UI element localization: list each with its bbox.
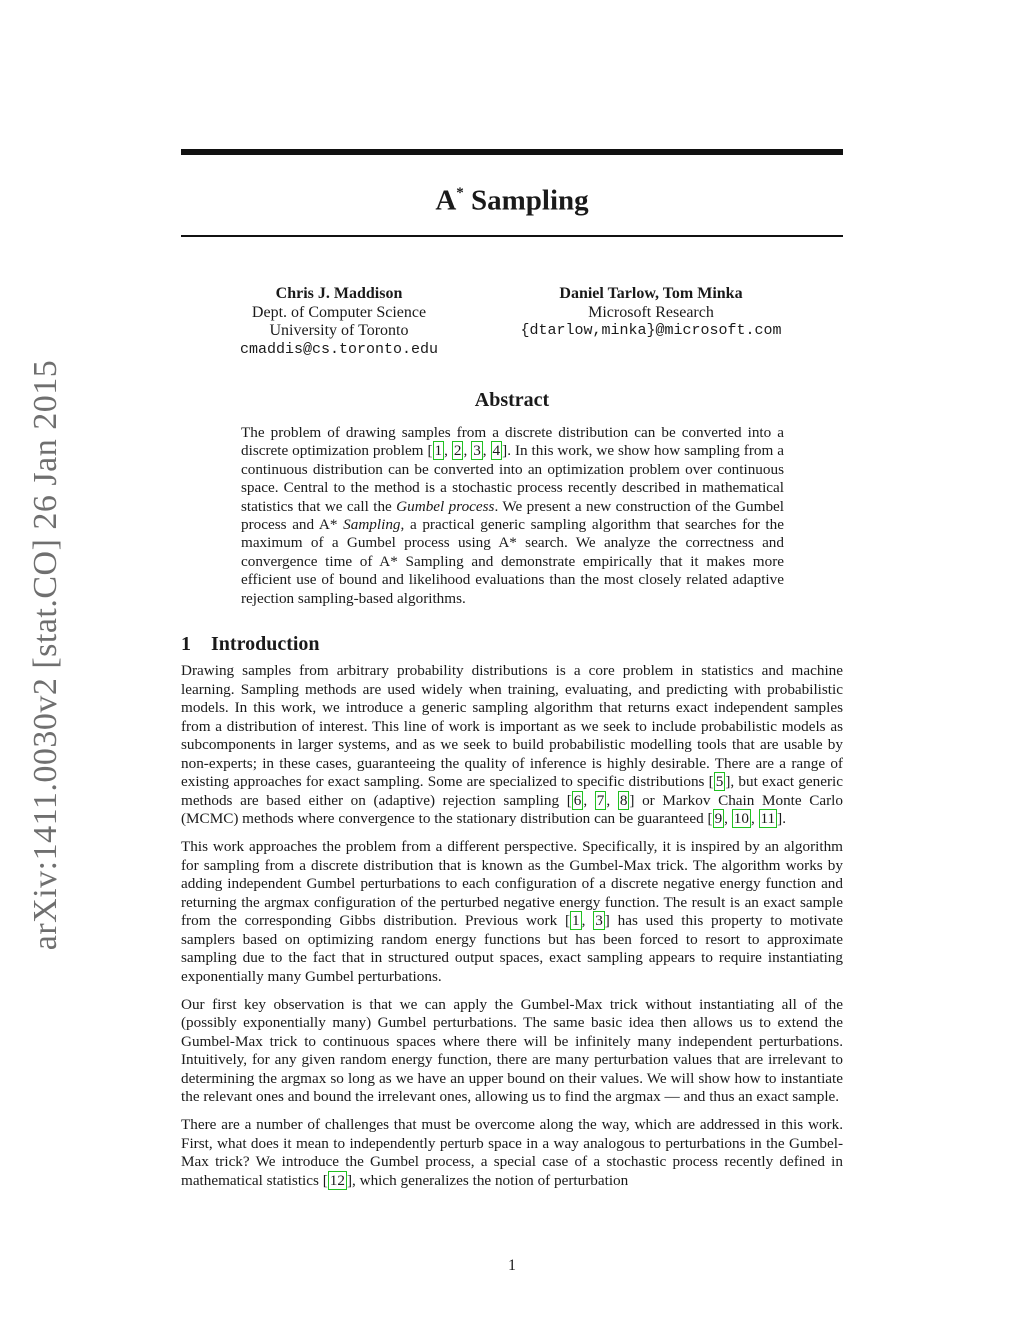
author-email[interactable]: cmaddis@cs.toronto.edu: [239, 340, 439, 358]
paper-title: [181, 176, 843, 220]
author-affiliation: Microsoft Research: [588, 303, 714, 321]
paragraph-text: ] or Markov Chain Monte Carlo (MCMC) methods where convergence to the stationary distribution can be guaranteed [: [181, 791, 843, 827]
citation-link[interactable]: 3: [473, 442, 481, 460]
abstract-text: . We present a new construction of the Gumbel process and A*: [241, 497, 785, 534]
paragraph: Drawing samples from arbitrary probability distributions is a core problem in statistics and machine learning. Sampling methods are used widely when training, evaluating, and predicting with probabilistic models. In this work, we introduce a generic sampling algorithm that returns exact independent samples from a distribution of interest. This line of work is important as we seek to include probabilistic models as subcomponents in larger systems, and as we seek to build probabilistic modelling tools that are usable by non-experts; in these cases, guaranteeing the quality of inference is highly desirable. There are a range of existing approaches for exact sampling. Some are specialized to specific distributions [ 5 ], but exact generic methods are based either on (adaptive) rejection sampling [ 6 , 7 , 8 ] or Markov Chain Monte Carlo (MCMC) methods where convergence to the stationary distribution can be guaranteed [ 9 , 10 , 11 ].: [181, 662, 843, 827]
abstract-text: The problem of drawing samples from a discrete distribution can be converted into a discrete optimization problem [: [241, 424, 784, 460]
abstract-emphasis: Gumbel process: [396, 497, 495, 515]
citation-link[interactable]: 9: [714, 810, 723, 827]
page-number: 1: [508, 1257, 516, 1274]
introduction-body: [181, 662, 843, 1190]
author-name: Daniel Tarlow, Tom Minka: [559, 285, 743, 302]
paragraph-text: ] has used this property to motivate samplers based on optimizing random energy functions but has been forced to resort to approximate sampling due to the fact that in structured output spaces, exact sampling appears to require instantiating exponentially many Gumbel perturbations.: [181, 912, 844, 985]
citation-link[interactable]: 4: [492, 442, 501, 460]
paragraph-text: There are a number of challenges that must be overcome along the way, which are addressed in this work. First, what does it mean to independently perturb space in a way analogous to perturbations in the Gumbel-Max trick? We introduce the Gumbel process, a special case of a stochastic process recently defined in mathematical statistics [: [181, 1116, 843, 1189]
title-letter: A: [435, 184, 457, 217]
author-affiliation: Dept. of Computer Science: [251, 303, 427, 321]
paragraph: This work approaches the problem from a different perspective. Specifically, it is inspired by an algorithm for sampling from a discrete distribution that is known as the Gumbel-Max trick. The algorithm works by adding independent Gumbel perturbations to each configuration of a discrete negative energy function and returning the argmax configuration of the perturbed negative energy function. The result is an exact sample from the corresponding Gibbs distribution. Previous work [ 1 , 3 ] has used this property to motivate samplers based on optimizing random energy functions but has been forced to resort to approximate sampling due to the fact that in structured output spaces, exact sampling appears to require instantiating exponentially many Gumbel perturbations.: [181, 838, 844, 985]
author-name: Chris J. Maddison: [275, 285, 403, 302]
title-top-rule: [181, 149, 843, 155]
paragraph-text: ], but exact generic methods are based either on (adaptive) rejection sampling [: [181, 773, 843, 809]
citation-link[interactable]: 1: [572, 912, 580, 929]
citation-link[interactable]: 8: [619, 791, 628, 809]
citation-link[interactable]: 6: [573, 791, 582, 809]
citation-link[interactable]: 11: [760, 810, 776, 827]
abstract-heading: Abstract: [474, 389, 550, 411]
paragraph: Our first key observation is that we can apply the Gumbel-Max trick without instantiating all of the (possibly exponentially many) Gumbel perturbations. The same basic idea then allows us to extend the Gumbel-Max trick to continuous spaces where there will be infinitely many independent perturbations. Intuitively, for any given random energy function, there are many perturbation values that are irrelevant to determining the argmax so long as we have an upper bound on their values. We will show how to instantiate the relevant ones and bound the irrelevant ones, allowing us to find the argmax — and thus an exact sample.: [181, 995, 843, 1105]
title-rest: Sampling: [463, 184, 589, 217]
paragraph-text: This work approaches the problem from a different perspective. Specifically, it is inspired by an algorithm for sampling from a discrete distribution that is known as the Gumbel-Max trick. The algorithm works by adding independent Gumbel perturbations to each configuration of a discrete negative energy function and returning the argmax configuration of the perturbed negative energy function. The result is an exact sample from the corresponding Gibbs distribution. Previous work [: [181, 838, 843, 929]
author-block-2: [494, 285, 808, 341]
section-number: 1: [181, 633, 191, 655]
citation-link[interactable]: 10: [733, 810, 749, 827]
arxiv-identifier: arXiv:1411.0030v2 [stat.CO] 26 Jan 2015: [27, 359, 64, 951]
citation-link[interactable]: 12: [329, 1171, 345, 1189]
citation-link[interactable]: 2: [453, 442, 462, 460]
title-star: *: [456, 185, 464, 201]
paragraph: [181, 1116, 843, 1190]
section-title: Introduction: [211, 633, 320, 655]
paragraph-text: Drawing samples from arbitrary probability distributions is a core problem in statistics and machine learning. Sampling methods are used widely when training, evaluating, and predicting with probabilistic models. In this work, we introduce a generic sampling algorithm that returns exact independent samples from a distribution of interest. This line of work is important as we seek to include probabilistic models as subcomponents in larger systems, and as we seek to build probabilistic modelling tools that are usable by non-experts; in these cases, guaranteeing the quality of inference is highly desirable. There are a range of existing approaches for exact sampling. Some are specialized to specific distributions [: [181, 662, 843, 790]
author-institution: University of Toronto: [269, 322, 409, 339]
title-bottom-rule: [181, 235, 843, 237]
paragraph-text: ], which generalizes the notion of perturbation: [346, 1171, 629, 1189]
citation-link[interactable]: 3: [595, 912, 603, 929]
citation-link[interactable]: 1: [434, 442, 443, 460]
citation-link[interactable]: 5: [715, 773, 724, 790]
abstract-emphasis: Sampling: [343, 516, 401, 534]
abstract-text: ]. In this work, we show how sampling from a continuous distribution can be converted into an optimization problem over continuous space. Central to the method is a stochastic process recently described in mathematical statistics that we call the: [241, 442, 785, 515]
author-block-1: [209, 285, 469, 359]
abstract-body: The problem of drawing samples from a discrete distribution can be converted into a discrete optimization problem [ 1 , 2 , 3 , 4 ]. In this work, we show how sampling from a continuous distribution can be converted into an optimization problem over continuous space. Central to the method is a stochastic process recently described in mathematical statistics that we call the Gumbel process. We present a new construction of the Gumbel process and A* Sampling, a practical generic sampling algorithm that searches for the maximum of a Gumbel process using A* search. We analyze the correctness and convergence time of A* Sampling and demonstrate empirically that it makes more efficient use of bound and likelihood evaluations than the most closely related adaptive rejection sampling-based algorithms.: [241, 424, 785, 607]
paragraph-text: ].: [777, 810, 787, 827]
section-heading-introduction: [181, 632, 320, 656]
author-email[interactable]: {dtarlow,minka}@microsoft.com: [520, 322, 782, 339]
abstract-text: , a practical generic sampling algorithm that searches for the maximum of a Gumbel process using A* search. We analyze the correctness and convergence time of A* Sampling and demonstrate empirically that it makes more efficient use of bound and likelihood evaluations than the most closely related adaptive rejection sampling-based algorithms.: [241, 516, 784, 607]
citation-link[interactable]: 7: [596, 791, 605, 809]
